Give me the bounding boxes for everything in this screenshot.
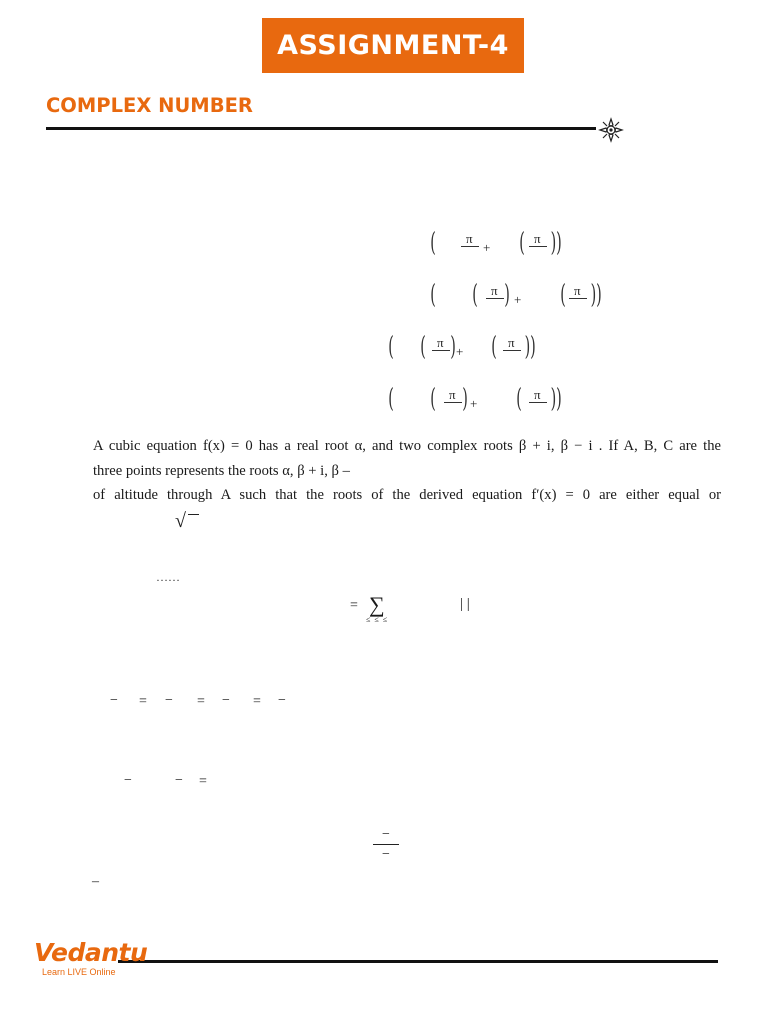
plus-sign: +	[456, 344, 464, 359]
pi-symbol: π	[466, 231, 473, 246]
pi-symbol: π	[534, 231, 541, 246]
pi-symbol: π	[449, 387, 456, 402]
fraction-line	[373, 844, 399, 845]
plus-sign: +	[483, 240, 491, 255]
right-paren: ))	[550, 384, 562, 414]
left-paren: (	[516, 384, 522, 414]
left-paren: (	[560, 280, 566, 310]
pi-symbol: π	[534, 387, 541, 402]
minus-sign: −	[278, 693, 286, 708]
plus-sign: +	[514, 292, 522, 307]
equals-sign: =	[199, 774, 207, 789]
right-paren: ))	[550, 228, 562, 258]
equals-sign: =	[197, 694, 205, 709]
left-paren: (	[472, 280, 478, 310]
right-paren: )	[450, 332, 456, 362]
minus-sign: −	[124, 773, 132, 788]
paragraph-line-1: A cubic equation f(x) = 0 has a real root α, and two complex roots β + i, β − i . If A, B, C are the	[93, 438, 721, 454]
equals-sign: =	[139, 694, 147, 709]
equation-row-2	[428, 278, 618, 322]
fraction-line	[503, 350, 521, 351]
right-paren: ))	[590, 280, 602, 310]
assignment-label: ASSIGNMENT-4	[277, 30, 509, 61]
left-paren: (	[430, 228, 436, 258]
pi-symbol: π	[508, 335, 515, 350]
left-paren: (	[491, 332, 497, 362]
header-rule	[46, 127, 596, 130]
fraction-line	[529, 402, 547, 403]
right-paren: )	[504, 280, 510, 310]
right-paren: )	[462, 384, 468, 414]
left-paren: (	[430, 384, 436, 414]
paragraph-line-3: of altitude through A such that the roots of the derived equation f′(x) = 0 are either equal or	[93, 487, 721, 503]
left-paren: (	[388, 332, 394, 362]
vedantu-logo: Vedantu	[34, 938, 148, 967]
equation-row-4	[386, 382, 576, 426]
fraction-line	[444, 402, 462, 403]
assignment-banner	[262, 18, 524, 73]
sqrt-glyph: √	[175, 510, 186, 532]
pi-symbol: π	[491, 283, 498, 298]
absolute-bars: | |	[460, 596, 470, 612]
fraction-line	[461, 246, 479, 247]
minus-sign: −	[110, 693, 118, 708]
paragraph-line-2: three points represents the roots α, β + i, β –	[93, 463, 350, 479]
vedantu-tagline: Learn LIVE Online	[42, 967, 116, 977]
fraction-line	[486, 298, 504, 299]
fraction-line	[529, 246, 547, 247]
fraction-line	[432, 350, 450, 351]
left-paren: (	[519, 228, 525, 258]
ellipsis: ……	[156, 570, 180, 584]
pi-symbol: π	[437, 335, 444, 350]
equation-row-1	[428, 226, 568, 270]
footer-rule	[118, 960, 718, 963]
equals-sign: =	[253, 694, 261, 709]
sum-limits: ≤ ≤ ≤	[366, 615, 389, 624]
left-paren: (	[388, 384, 394, 414]
section-title: COMPLEX NUMBER	[46, 94, 253, 117]
pi-symbol: π	[574, 283, 581, 298]
minus-sign: −	[175, 773, 183, 788]
left-paren: (	[420, 332, 426, 362]
dash: –	[92, 874, 99, 889]
sigma-symbol: ∑	[369, 592, 385, 617]
equals-sign: =	[350, 598, 358, 613]
ornament-icon	[598, 117, 624, 143]
plus-sign: +	[470, 396, 478, 411]
sqrt-symbol	[175, 510, 186, 533]
equation-row-3	[386, 330, 556, 374]
fraction-line	[569, 298, 587, 299]
sqrt-bar	[188, 514, 199, 515]
minus-sign: −	[382, 847, 390, 862]
left-paren: (	[430, 280, 436, 310]
minus-sign: −	[165, 693, 173, 708]
minus-sign: −	[382, 827, 390, 842]
right-paren: ))	[524, 332, 536, 362]
minus-sign: −	[222, 693, 230, 708]
